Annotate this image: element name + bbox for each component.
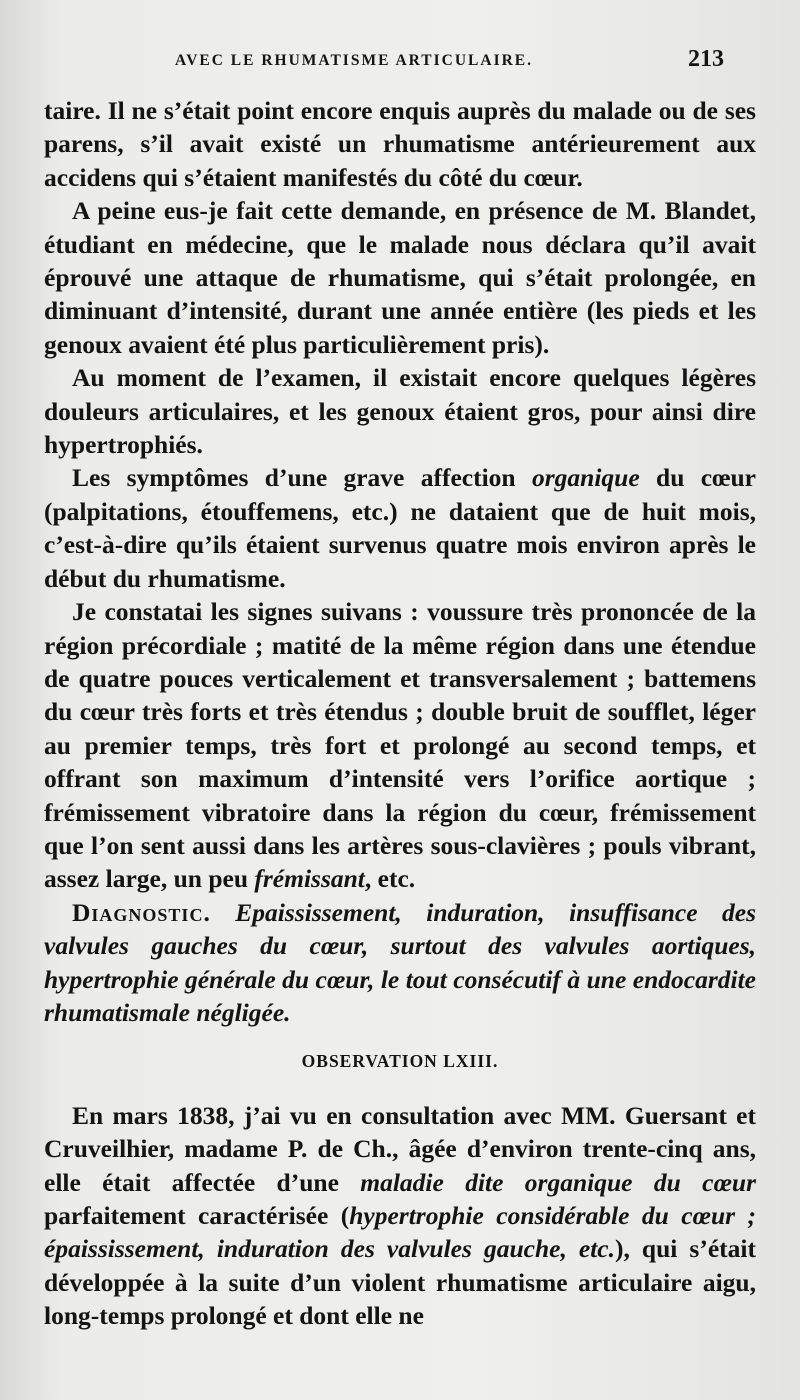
paragraph-4-text: Les symptômes d’une grave affection <box>72 463 532 493</box>
body-text <box>44 94 756 1333</box>
paragraph-4 <box>44 461 756 595</box>
paragraph-4-emphasis: organique <box>531 463 640 493</box>
paragraph-5-text: Je constatai les signes suivans : voussure très prononcée de la région précordiale ; matité de la même région dans une étendue de quatre pouces verticalement et transversalement ; battemens du cœur très forts et très étendus ; double bruit de soufflet, léger au premier temps, très fort et prolongé au second temps, et offrant son maximum d’intensité vers l’orifice aortique ; frémissement vibratoire dans la région du cœur, frémissement que l’on sent aussi dans les artères sous-clavières ; pouls vibrant, assez large, un peu <box>44 597 756 894</box>
paragraph-2: A peine eus-je fait cette demande, en présence de M. Blandet, étudiant en médecine, que le malade nous déclara qu’il avait éprouvé une attaque de rhumatisme, qui s’était prolongée, en diminuant d’intensité, durant une année entière (les pieds et les genoux avaient été plus particulièrement pris). <box>44 196 756 359</box>
observation-paragraph <box>44 1099 756 1333</box>
observation-text-2: parfaitement caractérisée ( <box>44 1201 350 1230</box>
paragraph-4-text-end: du cœur (palpitations, étouffemens, etc.) ne dataient que de huit mois, c’est-à-dire qu’ils étaient survenus quatre mois environ après le début du rhumatisme. <box>44 463 756 593</box>
diagnosis-text: Epaississement, induration, insuffisance des valvules gauches du cœur, surtout des valvules aortiques, hypertrophie générale du cœur, le tout consécutif à une endocardite rhumatismale négligée. <box>44 897 756 1027</box>
observation-text: En mars 1838, j’ai vu en consultation avec MM. Guersant et Cruveilhier, madame P. de Ch., âgée d’environ trente-cinq ans, elle était affectée d’une <box>44 1100 756 1197</box>
running-title: AVEC LE RHUMATISME ARTICULAIRE. <box>175 52 534 69</box>
paragraph-3: Au moment de l’examen, il existait encore quelques légères douleurs articulaires, et les genoux étaient gros, pour ainsi dire hypertrophiés. <box>44 363 756 460</box>
observation-heading: OBSERVATION LXIII. <box>301 1051 499 1072</box>
observation-emphasis-1: maladie dite organique du cœur <box>360 1167 756 1197</box>
running-head <box>0 46 800 76</box>
diagnosis-paragraph <box>44 896 756 1030</box>
paragraph-5 <box>44 595 756 896</box>
diagnosis-label: Diagnostic. <box>72 897 211 927</box>
paragraph-1: taire. Il ne s’était point encore enquis auprès du malade ou de ses parens, s’il avait existé un rhumatisme antérieurement aux accidens qui s’étaient manifestés du côté du cœur. <box>44 96 756 192</box>
observation-text-3: ), qui s’était développée à la suite d’un violent rhumatisme articulaire aigu, long-temps prolongé et dont elle ne <box>44 1234 756 1331</box>
paragraph-5-text-end: , etc. <box>364 864 416 894</box>
observation-emphasis-2: hypertrophie considérable du cœur ; épaississement, induration des valvules gauche, etc. <box>44 1201 757 1264</box>
paragraph-5-emphasis: frémissant <box>254 864 365 894</box>
page-number: 213 <box>688 46 724 72</box>
